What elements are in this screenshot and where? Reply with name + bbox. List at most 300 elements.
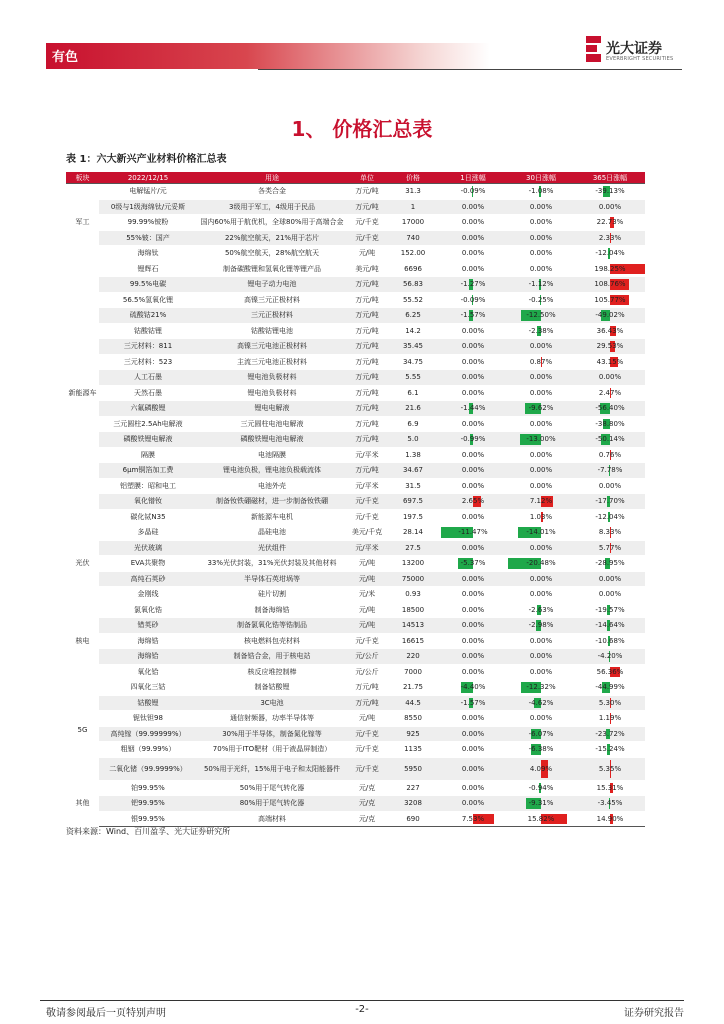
change-cell (439, 618, 507, 634)
product-name: 人工石墨 (99, 370, 197, 386)
product-name: 海绵锆 (99, 633, 197, 649)
price: 18500 (387, 602, 439, 618)
footer-rule (40, 1000, 684, 1001)
change-value: 0.00% (461, 481, 485, 490)
price: 690 (387, 811, 439, 827)
change-cell (439, 649, 507, 665)
change-cell (507, 246, 575, 262)
change-value: 105.77% (594, 295, 626, 304)
price: 6.1 (387, 385, 439, 401)
change-cell (507, 796, 575, 812)
change-cell (575, 509, 645, 525)
footer-report-type: 证券研究报告 (624, 1008, 684, 1019)
table-row (66, 215, 645, 231)
change-cell (575, 780, 645, 796)
change-cell (439, 757, 507, 780)
change-cell (575, 556, 645, 572)
change-cell (575, 695, 645, 711)
unit: 元/千克 (347, 633, 387, 649)
price: 5.55 (387, 370, 439, 386)
change-value: 0.00% (598, 590, 622, 599)
change-cell (439, 494, 507, 510)
change-cell (575, 649, 645, 665)
table-row (66, 796, 645, 812)
unit: 万元/吨 (347, 308, 387, 324)
change-cell (575, 587, 645, 603)
product-use: 三元正极材料 (197, 308, 347, 324)
product-use: 光伏组件 (197, 540, 347, 556)
product-name: 碳化铽N35 (99, 509, 197, 525)
change-cell (575, 618, 645, 634)
change-cell (507, 432, 575, 448)
table-row (66, 416, 645, 432)
change-cell (439, 354, 507, 370)
change-value: -4.40% (460, 683, 486, 692)
section-title: 1、 价格汇总表 (291, 117, 433, 141)
unit: 万元/吨 (347, 292, 387, 308)
price: 6.25 (387, 308, 439, 324)
change-value: 0.00% (461, 799, 485, 808)
table-row (66, 525, 645, 541)
table-row (66, 401, 645, 417)
change-cell (575, 796, 645, 812)
price: 16615 (387, 633, 439, 649)
change-cell (507, 261, 575, 277)
price: 34.75 (387, 354, 439, 370)
unit: 万元/吨 (347, 184, 387, 200)
price: 6696 (387, 261, 439, 277)
unit: 万元/吨 (347, 401, 387, 417)
change-value: -1.12% (528, 280, 554, 289)
change-value: 0.00% (529, 652, 553, 661)
unit: 元/千克 (347, 757, 387, 780)
change-value: -1.57% (460, 311, 486, 320)
sector-label: 其他 (66, 780, 99, 827)
change-value: 0.87% (529, 357, 553, 366)
price: 8550 (387, 711, 439, 727)
change-cell (575, 432, 645, 448)
change-cell (439, 432, 507, 448)
change-value: 0.00% (529, 590, 553, 599)
change-cell (575, 401, 645, 417)
price: 44.5 (387, 695, 439, 711)
change-cell (575, 385, 645, 401)
change-value: 15.82% (527, 814, 555, 823)
change-value: 4.09% (529, 764, 553, 773)
change-cell (507, 323, 575, 339)
change-value: 0.00% (529, 388, 553, 397)
change-cell (575, 571, 645, 587)
price: 21.75 (387, 680, 439, 696)
change-cell (575, 261, 645, 277)
price: 152.00 (387, 246, 439, 262)
product-use: 80%用于尾气转化器 (197, 796, 347, 812)
product-name: 银99.95% (99, 811, 197, 827)
unit: 元/吨 (347, 602, 387, 618)
change-cell (575, 494, 645, 510)
change-cell (575, 416, 645, 432)
product-name: 6μm铜箔加工费 (99, 463, 197, 479)
product-name: 硫酸钴21% (99, 308, 197, 324)
change-cell (575, 184, 645, 200)
table-row (66, 540, 645, 556)
product-use: 核电燃料包壳材料 (197, 633, 347, 649)
change-cell (507, 370, 575, 386)
change-value: 0.00% (461, 621, 485, 630)
unit: 元/克 (347, 796, 387, 812)
price: 56.83 (387, 277, 439, 293)
unit: 万元/吨 (347, 385, 387, 401)
change-value: 14.90% (596, 814, 624, 823)
table-row (66, 780, 645, 796)
change-value: 0.00% (461, 512, 485, 521)
change-value: 0.00% (461, 466, 485, 475)
table-row (66, 742, 645, 758)
price: 75000 (387, 571, 439, 587)
product-use: 电池外壳 (197, 478, 347, 494)
change-cell (575, 742, 645, 758)
change-value: 0.00% (461, 233, 485, 242)
change-value: 0.00% (461, 667, 485, 676)
change-value: -12.50% (526, 311, 556, 320)
change-value: 7.53% (461, 814, 485, 823)
col-header: 单位 (347, 172, 387, 184)
sector-label: 核电 (66, 602, 99, 680)
product-name: 99.99%铍粉 (99, 215, 197, 231)
change-value: -50.14% (595, 435, 625, 444)
change-value: 0.00% (529, 373, 553, 382)
product-use: 锂电子动力电池 (197, 277, 347, 293)
table-row (66, 509, 645, 525)
change-value: 0.00% (529, 667, 553, 676)
change-value: -12.32% (526, 683, 556, 692)
change-cell (439, 556, 507, 572)
table-row (66, 246, 645, 262)
product-use: 高镍三元电池正极材料 (197, 339, 347, 355)
change-value: -0.09% (460, 295, 486, 304)
table-row (66, 339, 645, 355)
change-value: 0.76% (598, 450, 622, 459)
unit: 元/千克 (347, 726, 387, 742)
product-name: 二氧化锗（99.9999%） (99, 757, 197, 780)
change-value: 0.00% (529, 543, 553, 552)
change-cell (507, 571, 575, 587)
product-use: 70%用于ITO靶材（用于液晶屏制造） (197, 742, 347, 758)
change-value: 0.00% (461, 218, 485, 227)
table-row (66, 680, 645, 696)
table-header-row (66, 172, 645, 184)
table-row (66, 385, 645, 401)
change-cell (439, 811, 507, 827)
change-cell (439, 742, 507, 758)
change-value: -1.27% (460, 280, 486, 289)
col-header: 30日涨幅 (507, 172, 575, 184)
unit: 元/千克 (347, 230, 387, 246)
product-use: 22%航空航天，21%用于芯片 (197, 230, 347, 246)
unit: 元/克 (347, 811, 387, 827)
footer-disclaimer: 敬请参阅最后一页特别声明 (46, 1008, 166, 1019)
table-row (66, 602, 645, 618)
unit: 万元/吨 (347, 370, 387, 386)
product-name: 氯氧化锆 (99, 602, 197, 618)
unit: 美元/吨 (347, 261, 387, 277)
price: 14513 (387, 618, 439, 634)
change-value: 29.53% (596, 342, 624, 351)
change-value: -44.99% (595, 683, 625, 692)
table-row (66, 711, 645, 727)
change-value: 0.00% (529, 218, 553, 227)
change-value: 0.00% (529, 466, 553, 475)
price: 227 (387, 780, 439, 796)
price: 21.6 (387, 401, 439, 417)
change-value: -4.62% (528, 698, 554, 707)
price: 27.5 (387, 540, 439, 556)
change-cell (575, 664, 645, 680)
change-value: -17.70% (595, 497, 625, 506)
change-cell (439, 261, 507, 277)
change-value: 0.00% (461, 342, 485, 351)
product-name: 磷酸铁锂电解液 (99, 432, 197, 448)
table-row (66, 463, 645, 479)
table-row (66, 432, 645, 448)
product-use: 锂电池负极材料 (197, 385, 347, 401)
table-row (66, 230, 645, 246)
change-value: 36.43% (596, 326, 624, 335)
price: 28.14 (387, 525, 439, 541)
change-cell (439, 416, 507, 432)
change-cell (507, 695, 575, 711)
product-name: 铝塑膜：昭和电工 (99, 478, 197, 494)
change-cell (575, 711, 645, 727)
change-cell (507, 230, 575, 246)
change-cell (439, 385, 507, 401)
product-use: 50%用于尾气转化器 (197, 780, 347, 796)
change-value: 0.00% (461, 764, 485, 773)
product-name: 多晶硅 (99, 525, 197, 541)
product-name: 光伏玻璃 (99, 540, 197, 556)
change-value: -23.72% (595, 729, 625, 738)
product-use: 半导体石英坩埚等 (197, 571, 347, 587)
brand-subname: EVERBRIGHT SECURITIES (606, 56, 674, 62)
change-cell (507, 478, 575, 494)
change-value: 0.00% (529, 419, 553, 428)
change-value: 0.00% (461, 450, 485, 459)
change-value: 0.00% (598, 202, 622, 211)
price: 14.2 (387, 323, 439, 339)
change-cell (439, 664, 507, 680)
change-value: -3.45% (597, 799, 623, 808)
product-name: 四氧化三钴 (99, 680, 197, 696)
unit: 元/千克 (347, 215, 387, 231)
price: 5950 (387, 757, 439, 780)
product-use: 三元圆柱电池电解液 (197, 416, 347, 432)
change-cell (439, 401, 507, 417)
change-value: -15.24% (595, 745, 625, 754)
change-cell (507, 494, 575, 510)
table-row (66, 308, 645, 324)
change-cell (507, 811, 575, 827)
unit: 万元/吨 (347, 416, 387, 432)
unit: 元/千克 (347, 494, 387, 510)
change-cell (439, 796, 507, 812)
unit: 万元/吨 (347, 695, 387, 711)
logo-mark-icon (586, 36, 601, 62)
change-value: 0.00% (461, 590, 485, 599)
change-value: 8.33% (598, 528, 622, 537)
change-cell (575, 478, 645, 494)
col-header: 365日涨幅 (575, 172, 645, 184)
change-value: -12.04% (595, 249, 625, 258)
table-row (66, 261, 645, 277)
change-cell (439, 308, 507, 324)
change-value: -2.38% (528, 326, 554, 335)
price: 197.5 (387, 509, 439, 525)
product-use: 各类合金 (197, 184, 347, 200)
change-cell (507, 587, 575, 603)
product-use: 制备海绵锆 (197, 602, 347, 618)
price: 6.9 (387, 416, 439, 432)
price: 35.45 (387, 339, 439, 355)
change-value: 0.00% (461, 249, 485, 258)
unit: 元/吨 (347, 246, 387, 262)
change-cell (439, 571, 507, 587)
unit: 元/克 (347, 780, 387, 796)
product-use: 锂电电解液 (197, 401, 347, 417)
col-header: 2022/12/15 (99, 172, 197, 184)
unit: 元/吨 (347, 571, 387, 587)
change-cell (439, 726, 507, 742)
change-cell (507, 447, 575, 463)
price: 1.38 (387, 447, 439, 463)
table-row (66, 587, 645, 603)
product-name: 电解锰片/元 (99, 184, 197, 200)
product-use: 硅片切割 (197, 587, 347, 603)
change-value: 7.12% (529, 497, 553, 506)
sector-label: 5G (66, 680, 99, 781)
change-cell (575, 602, 645, 618)
price: 697.5 (387, 494, 439, 510)
change-value: -19.57% (595, 605, 625, 614)
unit: 万元/吨 (347, 323, 387, 339)
product-use: 制备碳酸锂和氢氧化锂等锂产品 (197, 261, 347, 277)
change-value: -13.00% (526, 435, 556, 444)
unit: 元/公斤 (347, 649, 387, 665)
price: 3208 (387, 796, 439, 812)
change-value: 5.30% (598, 698, 622, 707)
change-cell (575, 463, 645, 479)
change-value: 43.15% (596, 357, 624, 366)
price: 0.93 (387, 587, 439, 603)
change-value: -1.08% (528, 187, 554, 196)
sector-label: 军工 (66, 184, 99, 262)
change-cell (507, 308, 575, 324)
product-name: 三元圆柱2.5Ah电解液 (99, 416, 197, 432)
table-row (66, 695, 645, 711)
change-cell (507, 401, 575, 417)
unit: 万元/吨 (347, 199, 387, 215)
change-value: 0.00% (461, 729, 485, 738)
table-row (66, 571, 645, 587)
product-name: 高纯镓（99.99999%） (99, 726, 197, 742)
change-cell (439, 695, 507, 711)
change-value: 1.19% (598, 714, 622, 723)
change-cell (507, 354, 575, 370)
sector-tag: 有色 (52, 50, 79, 65)
table-row (66, 354, 645, 370)
change-value: 0.00% (529, 202, 553, 211)
change-cell (439, 323, 507, 339)
change-value: -28.95% (595, 559, 625, 568)
change-value: -2.98% (528, 621, 554, 630)
change-cell (439, 463, 507, 479)
change-cell (439, 184, 507, 200)
change-cell (439, 199, 507, 215)
change-cell (575, 230, 645, 246)
change-value: 0.00% (461, 419, 485, 428)
product-name: 隔膜 (99, 447, 197, 463)
col-header: 板块 (66, 172, 99, 184)
change-cell (439, 292, 507, 308)
change-cell (439, 680, 507, 696)
product-use: 通信射频器，功率半导体等 (197, 711, 347, 727)
price: 1 (387, 199, 439, 215)
change-value: -7.78% (597, 466, 623, 475)
sector-label: 新能源车 (66, 261, 99, 525)
price: 31.5 (387, 478, 439, 494)
brand-name: 光大证券 (606, 41, 662, 57)
header-banner (46, 43, 490, 69)
change-value: 0.00% (529, 481, 553, 490)
product-use: 高镍三元正极材料 (197, 292, 347, 308)
change-value: 0.00% (461, 202, 485, 211)
unit: 元/平米 (347, 447, 387, 463)
col-header: 价格 (387, 172, 439, 184)
change-cell (575, 757, 645, 780)
change-value: 5.35% (598, 764, 622, 773)
product-name: 铌钛钽98 (99, 711, 197, 727)
unit: 万元/吨 (347, 680, 387, 696)
price: 34.67 (387, 463, 439, 479)
change-value: 56.36% (596, 667, 624, 676)
unit: 元/千克 (347, 742, 387, 758)
change-value: 2.47% (598, 388, 622, 397)
price: 31.3 (387, 184, 439, 200)
change-cell (575, 680, 645, 696)
change-value: 15.31% (596, 783, 624, 792)
change-cell (575, 292, 645, 308)
change-cell (507, 556, 575, 572)
change-cell (507, 199, 575, 215)
table-row (66, 447, 645, 463)
change-cell (507, 540, 575, 556)
price-summary-table (66, 172, 645, 827)
table-row (66, 757, 645, 780)
table-row (66, 618, 645, 634)
change-value: 2.65% (461, 497, 485, 506)
change-cell (507, 664, 575, 680)
product-name: 粗铟（99.99%） (99, 742, 197, 758)
change-cell (507, 184, 575, 200)
product-name: 错英砂 (99, 618, 197, 634)
change-cell (575, 354, 645, 370)
change-cell (575, 199, 645, 215)
change-cell (507, 292, 575, 308)
change-cell (575, 525, 645, 541)
change-cell (507, 680, 575, 696)
product-name: 铂99.95% (99, 780, 197, 796)
change-cell (507, 277, 575, 293)
table-row (66, 292, 645, 308)
